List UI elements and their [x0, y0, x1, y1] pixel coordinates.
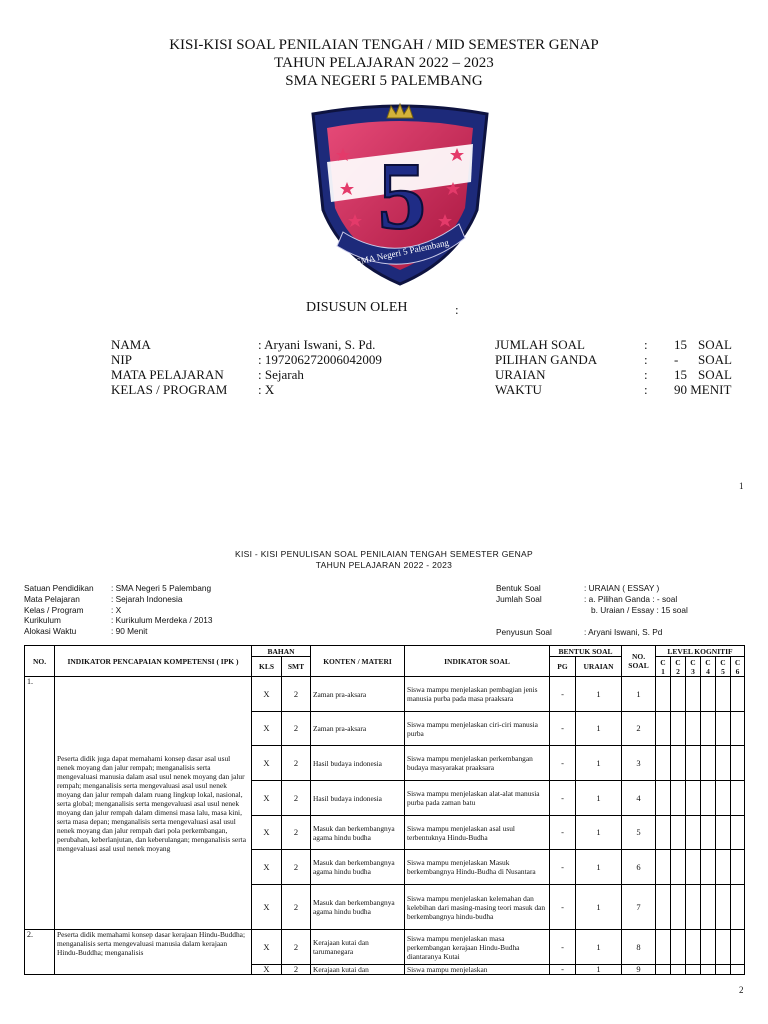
level-cell: [671, 746, 686, 781]
level-cell: [686, 746, 701, 781]
field-unit: SOAL: [698, 367, 732, 382]
indikator-soal-cell: Siswa mampu menjelaskan masa perkembangan kerajaan Hindu-Budha diantaranya Kutai: [405, 930, 550, 965]
uraian-cell: 1: [576, 746, 622, 781]
indikator-soal-cell: Siswa mampu menjelaskan Masuk berkembangnya Hindu-Budha di Nusantara: [405, 850, 550, 885]
header-level-c4: C 4: [701, 657, 716, 677]
field-value-jumlah-soal: 15: [674, 337, 687, 352]
level-cell: [716, 850, 731, 885]
meta-value: : SMA Negeri 5 Palembang: [111, 583, 212, 593]
level-cell: [671, 781, 686, 816]
pg-cell: -: [550, 850, 576, 885]
level-cell: [701, 781, 716, 816]
konten-cell: Zaman pra-aksara: [311, 677, 405, 712]
level-cell: [701, 712, 716, 746]
indikator-soal-cell: Siswa mampu menjelaskan asal usul terbentuknya Hindu-Budha: [405, 816, 550, 850]
level-cell: [716, 781, 731, 816]
meta-value: : X: [111, 605, 122, 615]
field-label-mapel: MATA PELAJARAN: [111, 367, 224, 382]
header-level-c2: C 2: [671, 657, 686, 677]
meta-value: : Kurikulum Merdeka / 2013: [111, 615, 213, 625]
smt-cell: 2: [282, 965, 311, 975]
level-cell: [656, 677, 671, 712]
no-soal-cell: 9: [622, 965, 656, 975]
kls-cell: X: [252, 677, 282, 712]
meta-label: Jumlah Soal: [496, 594, 542, 604]
kls-cell: X: [252, 712, 282, 746]
table-subtitle: TAHUN PELAJARAN 2022 - 2023: [315, 560, 453, 570]
meta-label: Kurikulum: [24, 615, 61, 625]
level-cell: [656, 965, 671, 975]
header-pg: PG: [550, 657, 576, 677]
smt-cell: 2: [282, 816, 311, 850]
field-colon: :: [644, 367, 648, 382]
header-level-kognitif: LEVEL KOGNITIF: [656, 646, 745, 657]
field-colon: :: [644, 352, 648, 367]
field-value-mapel: : Sejarah: [258, 367, 304, 382]
compiled-by-label: DISUSUN OLEH: [306, 300, 408, 315]
pg-cell: -: [550, 677, 576, 712]
level-cell: [686, 930, 701, 965]
header-ipk: INDIKATOR PENCAPAIAN KOMPETENSI ( IPK ): [55, 646, 252, 677]
level-cell: [656, 930, 671, 965]
meta-value: : Sejarah Indonesia: [111, 594, 183, 604]
level-cell: [701, 885, 716, 930]
meta-value: : Aryani Iswani, S. Pd: [584, 627, 663, 637]
level-cell: [701, 746, 716, 781]
uraian-cell: 1: [576, 930, 622, 965]
logo-caption: SMA Negeri 5 Palembang: [354, 237, 450, 267]
uraian-cell: 1: [576, 712, 622, 746]
level-cell: [656, 850, 671, 885]
level-cell: [716, 930, 731, 965]
kls-cell: X: [252, 930, 282, 965]
smt-cell: 2: [282, 712, 311, 746]
logo-numeral: 5: [378, 142, 426, 249]
pg-cell: -: [550, 930, 576, 965]
meta-label: Penyusun Soal: [496, 627, 552, 637]
header-level-c5: C 5: [716, 657, 731, 677]
level-cell: [656, 781, 671, 816]
smt-cell: 2: [282, 930, 311, 965]
pg-cell: -: [550, 781, 576, 816]
level-cell: [686, 885, 701, 930]
field-label-waktu: WAKTU: [495, 382, 542, 397]
level-cell: [731, 885, 745, 930]
kls-cell: X: [252, 781, 282, 816]
header-bentuk-soal: BENTUK SOAL: [550, 646, 622, 657]
table-row: [25, 930, 745, 965]
level-cell: [656, 816, 671, 850]
level-cell: [671, 965, 686, 975]
row-number: 1.: [25, 677, 55, 930]
uraian-cell: 1: [576, 850, 622, 885]
no-soal-cell: 3: [622, 746, 656, 781]
field-value-uraian: 15: [674, 367, 687, 382]
indikator-soal-cell: Siswa mampu menjelaskan kelemahan dan kelebihan dari masing-masing teori masuk dan berkembangnya hindu-budha: [405, 885, 550, 930]
field-value-pilihan-ganda: -: [674, 352, 679, 367]
header-level-c3: C 3: [686, 657, 701, 677]
level-cell: [686, 781, 701, 816]
kisi-kisi-table: [24, 645, 745, 975]
table-row: [25, 677, 745, 712]
uraian-cell: 1: [576, 781, 622, 816]
indikator-soal-cell: Siswa mampu menjelaskan ciri-ciri manusia purba: [405, 712, 550, 746]
header-kls: KLS: [252, 657, 282, 677]
konten-cell: Masuk dan berkembangnya agama hindu budha: [311, 816, 405, 850]
pg-cell: -: [550, 746, 576, 781]
field-label-jumlah-soal: JUMLAH SOAL: [495, 337, 585, 352]
kls-cell: X: [252, 816, 282, 850]
field-value-waktu: 90 MENIT: [674, 382, 732, 397]
compiled-by-colon: :: [455, 302, 459, 317]
field-value-nama: : Aryani Iswani, S. Pd.: [258, 337, 376, 352]
title-line: SMA NEGERI 5 PALEMBANG: [285, 73, 483, 89]
title-line: KISI-KISI SOAL PENILAIAN TENGAH / MID SEMESTER GENAP: [169, 37, 599, 53]
field-label-nip: NIP: [111, 352, 132, 367]
school-logo: [307, 100, 493, 290]
field-label-pilihan-ganda: PILIHAN GANDA: [495, 352, 598, 367]
level-cell: [701, 677, 716, 712]
header-level-c1: C 1: [656, 657, 671, 677]
smt-cell: 2: [282, 746, 311, 781]
no-soal-cell: 6: [622, 850, 656, 885]
konten-cell: Masuk dan berkembangnya agama hindu budha: [311, 850, 405, 885]
level-cell: [656, 885, 671, 930]
meta-value: : URAIAN ( ESSAY ): [584, 583, 660, 593]
uraian-cell: 1: [576, 885, 622, 930]
uraian-cell: 1: [576, 816, 622, 850]
field-label-nama: NAMA: [111, 337, 151, 352]
field-label-kelas: KELAS / PROGRAM: [111, 382, 228, 397]
no-soal-cell: 5: [622, 816, 656, 850]
meta-label: Alokasi Waktu: [24, 626, 77, 636]
pg-cell: -: [550, 965, 576, 975]
level-cell: [686, 816, 701, 850]
uraian-cell: 1: [576, 677, 622, 712]
konten-cell: Hasil budaya indonesia: [311, 781, 405, 816]
pg-cell: -: [550, 816, 576, 850]
meta-label: Satuan Pendidikan: [24, 583, 94, 593]
pg-cell: -: [550, 885, 576, 930]
header-konten: KONTEN / MATERI: [311, 646, 405, 677]
level-cell: [671, 885, 686, 930]
meta-value: : 90 Menit: [111, 626, 148, 636]
title-line: TAHUN PELAJARAN 2022 – 2023: [274, 55, 494, 71]
header-no: NO.: [25, 646, 55, 677]
level-cell: [656, 712, 671, 746]
no-soal-cell: 8: [622, 930, 656, 965]
smt-cell: 2: [282, 677, 311, 712]
level-cell: [716, 677, 731, 712]
table-title: KISI - KISI PENULISAN SOAL PENILAIAN TENGAH SEMESTER GENAP: [235, 549, 533, 559]
level-cell: [731, 850, 745, 885]
field-colon: :: [644, 382, 648, 397]
page-number: 2: [739, 985, 744, 995]
header-smt: SMT: [282, 657, 311, 677]
page-number: 1: [739, 481, 744, 491]
header-bahan: BAHAN: [252, 646, 311, 657]
smt-cell: 2: [282, 850, 311, 885]
ipk-cell: Peserta didik juga dapat memahami konsep dasar asal usul nenek moyang dan jalur rempah; menganalisis serta mengevaluasi manusia dalam asal usul nenek moyang dan jalur rempah; menganalisis serta mengevaluasi asal usul nenek moyang dan jalur rempah dalam ruang lingkup lokal, nasional, serta global; menganalisis serta mengevaluasi asal usul nenek moyang dan jalur rempah dalam dimensi masa lalu, masa kini, serta masa depan; menganalisis serta mengevaluasi asal usul nenek moyang dan jalur rempah dari pola perkembangan, perubahan, keberlanjutan, dan keberulangan; menganalisis serta mengevaluasi asal usul nenek moyang: [55, 677, 252, 930]
field-value-kelas: : X: [258, 382, 275, 397]
document-title: [0, 36, 768, 90]
level-cell: [731, 712, 745, 746]
level-cell: [731, 930, 745, 965]
kls-cell: X: [252, 850, 282, 885]
no-soal-cell: 4: [622, 781, 656, 816]
level-cell: [701, 965, 716, 975]
level-cell: [716, 965, 731, 975]
level-cell: [671, 930, 686, 965]
meta-label: Kelas / Program: [24, 605, 84, 615]
indikator-soal-cell: Siswa mampu menjelaskan alat-alat manusia purba pada zaman batu: [405, 781, 550, 816]
smt-cell: 2: [282, 885, 311, 930]
header-uraian: URAIAN: [576, 657, 622, 677]
level-cell: [686, 677, 701, 712]
level-cell: [671, 816, 686, 850]
indikator-soal-cell: Siswa mampu menjelaskan perkembangan budaya masyarakat praaksara: [405, 746, 550, 781]
indikator-soal-cell: Siswa mampu menjelaskan: [405, 965, 550, 975]
level-cell: [671, 677, 686, 712]
no-soal-cell: 7: [622, 885, 656, 930]
level-cell: [716, 712, 731, 746]
level-cell: [716, 746, 731, 781]
level-cell: [686, 712, 701, 746]
level-cell: [701, 816, 716, 850]
kls-cell: X: [252, 746, 282, 781]
level-cell: [716, 885, 731, 930]
indikator-soal-cell: Siswa mampu menjelaskan pembagian jenis manusia purba pada masa praaksara: [405, 677, 550, 712]
meta-label: Bentuk Soal: [496, 583, 541, 593]
level-cell: [731, 781, 745, 816]
field-unit: SOAL: [698, 352, 732, 367]
header-level-c6: C 6: [731, 657, 745, 677]
field-unit: SOAL: [698, 337, 732, 352]
field-label-uraian: URAIAN: [495, 367, 546, 382]
uraian-cell: 1: [576, 965, 622, 975]
field-value-nip: : 197206272006042009: [258, 352, 382, 367]
meta-value: : a. Pilihan Ganda : - soal: [584, 594, 678, 604]
pg-cell: -: [550, 712, 576, 746]
konten-cell: Masuk dan berkembangnya agama hindu budha: [311, 885, 405, 930]
konten-cell: Hasil budaya indonesia: [311, 746, 405, 781]
header-no-soal: NO. SOAL: [622, 646, 656, 677]
header-indikator-soal: INDIKATOR SOAL: [405, 646, 550, 677]
kls-cell: X: [252, 965, 282, 975]
level-cell: [686, 965, 701, 975]
level-cell: [671, 850, 686, 885]
level-cell: [731, 746, 745, 781]
level-cell: [716, 816, 731, 850]
level-cell: [686, 850, 701, 885]
konten-cell: Kerajaan kutai dan: [311, 965, 405, 975]
kls-cell: X: [252, 885, 282, 930]
level-cell: [731, 816, 745, 850]
row-number: 2.: [25, 930, 55, 975]
ipk-cell: Peserta didik memahami konsep dasar kerajaan Hindu-Buddha; menganalisis serta mengevaluasi manusia dalam kerajaan Hindu-Buddha; menganalisis: [55, 930, 252, 975]
konten-cell: Zaman pra-aksara: [311, 712, 405, 746]
meta-value: b. Uraian / Essay : 15 soal: [591, 605, 688, 615]
no-soal-cell: 2: [622, 712, 656, 746]
konten-cell: Kerajaan kutai dan tarumanegara: [311, 930, 405, 965]
smt-cell: 2: [282, 781, 311, 816]
level-cell: [731, 965, 745, 975]
level-cell: [731, 677, 745, 712]
level-cell: [701, 930, 716, 965]
meta-label: Mata Pelajaran: [24, 594, 80, 604]
level-cell: [656, 746, 671, 781]
no-soal-cell: 1: [622, 677, 656, 712]
level-cell: [671, 712, 686, 746]
field-colon: :: [644, 337, 648, 352]
level-cell: [701, 850, 716, 885]
